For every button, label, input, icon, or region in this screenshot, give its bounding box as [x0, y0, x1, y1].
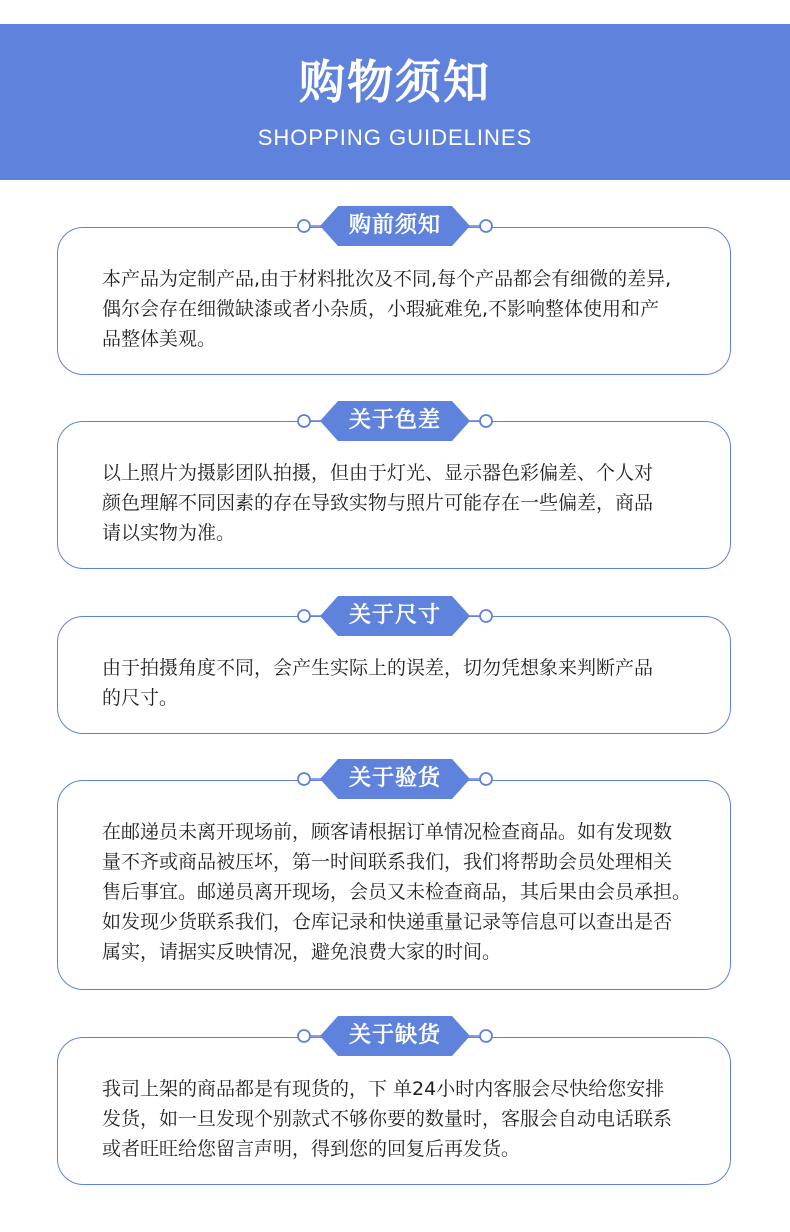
section-title: 关于色差	[348, 408, 441, 433]
section-tag-inspection	[296, 759, 494, 799]
section-body: 由于拍摄角度不同，会产生实际上的误差，切勿凭想象来判断产品 的尺寸。	[102, 657, 654, 709]
section-title: 购前须知	[348, 213, 441, 238]
section-title: 关于验货	[348, 766, 441, 791]
section-card-out-of-stock	[57, 1037, 731, 1185]
section-body: 本产品为定制产品,由于材料批次及不同,每个产品都会有细微的差异, 偶尔会存在细微缺漆或者小杂质，小瑕疵难免,不影响整体使用和产 品整体美观。	[102, 268, 672, 350]
section-body: 以上照片为摄影团队拍摄，但由于灯光、显示器色彩偏差、个人对 颜色理解不同因素的存在导致实物与照片可能存在一些偏差，商品 请以实物为准。	[102, 462, 654, 544]
section-card-color-difference	[57, 421, 731, 569]
page-title: 购物须知	[299, 55, 491, 109]
section-body: 在邮递员未离开现场前，顾客请根据订单情况检查商品。如有发现数 量不齐或商品被压坏，第一时间联系我们，我们将帮助会员处理相关 售后事宜。邮递员离开现场，会员又未检查商品，其后果由会员承担。 如发现少货联系我们，仓库记录和快递重量记录等信息可以查出是否 属实，请据实反映情况，避免浪费大家的时间。	[102, 821, 692, 963]
section-title: 关于尺寸	[348, 603, 441, 628]
section-title: 关于缺货	[348, 1023, 441, 1048]
page-header	[0, 24, 790, 180]
section-tag-color-difference	[296, 401, 494, 441]
section-tag-out-of-stock	[296, 1016, 494, 1056]
section-tag-size	[296, 596, 494, 636]
section-tag-purchase-notice	[296, 206, 494, 246]
section-card-inspection	[57, 780, 731, 990]
section-card-purchase-notice	[57, 227, 731, 375]
section-body: 我司上架的商品都是有现货的，下 单24小时内客服会尽快给您安排 发货，如一旦发现个别款式不够你要的数量时，客服会自动电话联系 或者旺旺给您留言声明，得到您的回复后再发货。	[102, 1078, 673, 1160]
page-subtitle: SHOPPING GUIDELINES	[257, 125, 533, 150]
